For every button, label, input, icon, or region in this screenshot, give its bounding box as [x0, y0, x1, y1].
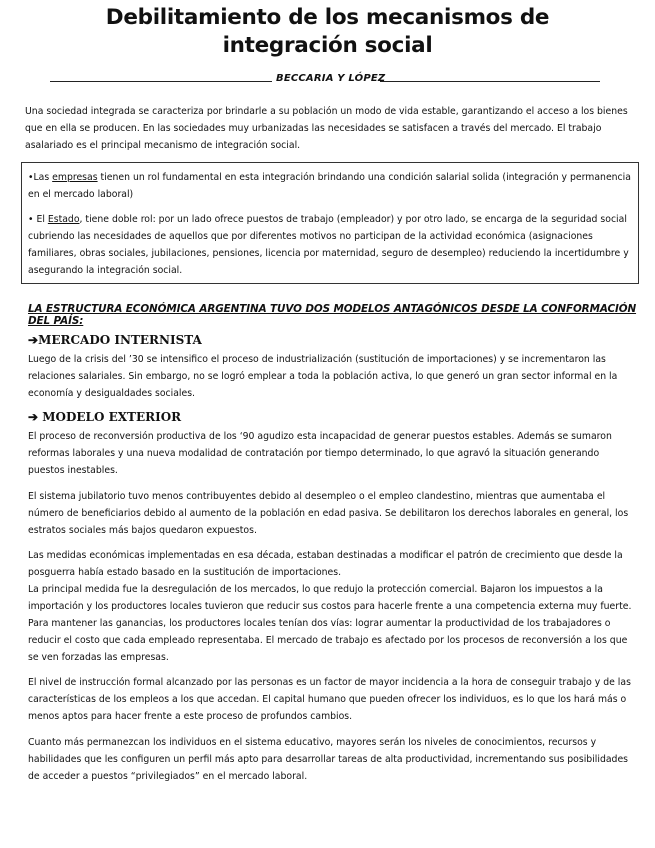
empresas-keyword: empresas [52, 172, 98, 183]
arrow-right-icon: ➔ [28, 410, 43, 424]
divider-right [380, 81, 600, 82]
author-name: BECCARIA Y LÓPEZ [276, 73, 386, 84]
mercado-internista-title: MERCADO INTERNISTA [38, 333, 202, 347]
empresas-text: tienen un rol fundamental en esta integración brindando una condición salarial solida (integración y permanencia en el mercado laboral) [28, 172, 631, 200]
divider-left [50, 81, 272, 82]
section-heading: LA ESTRUCTURA ECONÓMICA ARGENTINA TUVO DOS MODELOS ANTAGÓNICOS DESDE LA CONFORMACIÓN DEL PAÍS: [28, 303, 637, 327]
modelo-exterior-paragraph-3b: La principal medida fue la desregulación de los mercados, lo que redujo la protección comercial. Bajaron los impuestos a la importación y los productores locales tuvieron que reducir sus costos para hacerle frente a una competencia externa muy fuerte. Para mantener las ganancias, los productores locales tenían dos vías: lograr aumentar la productividad de los trabajadores o reducir el costo que cada empleado representaba. El mercado de trabajo es afectado por los procesos de reconversión a los que se ven forzadas las empresas. [28, 584, 632, 663]
empresas-prefix: •Las [28, 172, 53, 183]
intro-paragraph: Una sociedad integrada se caracteriza por brindarle a su población un modo de vida estable, garantizando el acceso a los bienes que en ella se producen. En las sociedades muy urbanizadas las necesidades se satisfacen a través del mercado. El trabajo asalariado es el principal mecanismo de integración social. [25, 106, 628, 151]
document-title-line-1: Debilitamiento de los mecanismos de [105, 5, 550, 30]
author-row [50, 72, 600, 90]
estado-keyword: Estado [47, 214, 80, 225]
mercado-internista-heading [28, 333, 202, 347]
modelo-exterior-heading [28, 410, 181, 424]
modelo-exterior-paragraph-3a: Las medidas económicas implementadas en esa década, estaban destinadas a modificar el patrón de crecimiento que desde la posguerra había estado basado en la sustitución de importaciones. [28, 550, 623, 578]
empresas-paragraph [28, 169, 632, 203]
estado-paragraph [28, 211, 632, 279]
modelo-exterior-paragraph-2: El sistema jubilatorio tuvo menos contribuyentes debido al desempleo o el empleo clandestino, mientras que aumentaba el número de beneficiarios debido al aumento de la población en edad pasiva. Se debilitaron los derechos laborales en general, los estratos sociales más bajos quedaron expuestos. [28, 491, 629, 536]
modelo-exterior-paragraph-4: El nivel de instrucción formal alcanzado por las personas es un factor de mayor incidencia a la hora de conseguir trabajo y de las características de los empleos a los que accedan. El capital humano que pueden ofrecer los individuos, es lo que los hará más o menos aptos para hacer frente a este proceso de profundos cambios. [28, 677, 631, 722]
document-title-line-2: integración social [222, 33, 433, 58]
actors-box [21, 162, 639, 284]
modelo-exterior-paragraph-3 [28, 547, 632, 666]
modelo-exterior-title: MODELO EXTERIOR [42, 410, 182, 424]
modelo-exterior-paragraph-1: El proceso de reconversión productiva de los ‘90 agudizo esta incapacidad de generar puestos estables. Además se sumaron reformas laborales y una nueva modalidad de contratación por tiempo determinado, lo que agravó la situación generando puestos inestables. [28, 431, 612, 476]
modelo-exterior-paragraph-5: Cuanto más permanezcan los individuos en el sistema educativo, mayores serán los niveles de conocimientos, recursos y habilidades que les configuren un perfil más apto para desarrollar tareas de alta productividad, incrementando sus posibilidades de acceder a puestos “privilegiados” en el mercado laboral. [28, 737, 629, 782]
estado-text: , tiene doble rol: por un lado ofrece puestos de trabajo (empleador) y por otro lado, se encarga de la seguridad social cubriendo las necesidades de aquellos que por diferentes motivos no participan de la actividad económica (asignaciones familiares, obras sociales, jubilaciones, pensiones, licencia por maternidad, seguro de desempleo) reduciendo la incertidumbre y asegurando la integración social. [28, 214, 629, 276]
estado-prefix: • El [28, 214, 48, 225]
mercado-internista-paragraph: Luego de la crisis del ’30 se intensifico el proceso de industrialización (sustitución de importaciones) y se incrementaron las relaciones salariales. Sin embargo, no se logró emplear a toda la población activa, lo que generó un gran sector informal en la economía y desigualdades sociales. [28, 354, 618, 399]
arrow-right-icon: ➔ [28, 333, 39, 347]
